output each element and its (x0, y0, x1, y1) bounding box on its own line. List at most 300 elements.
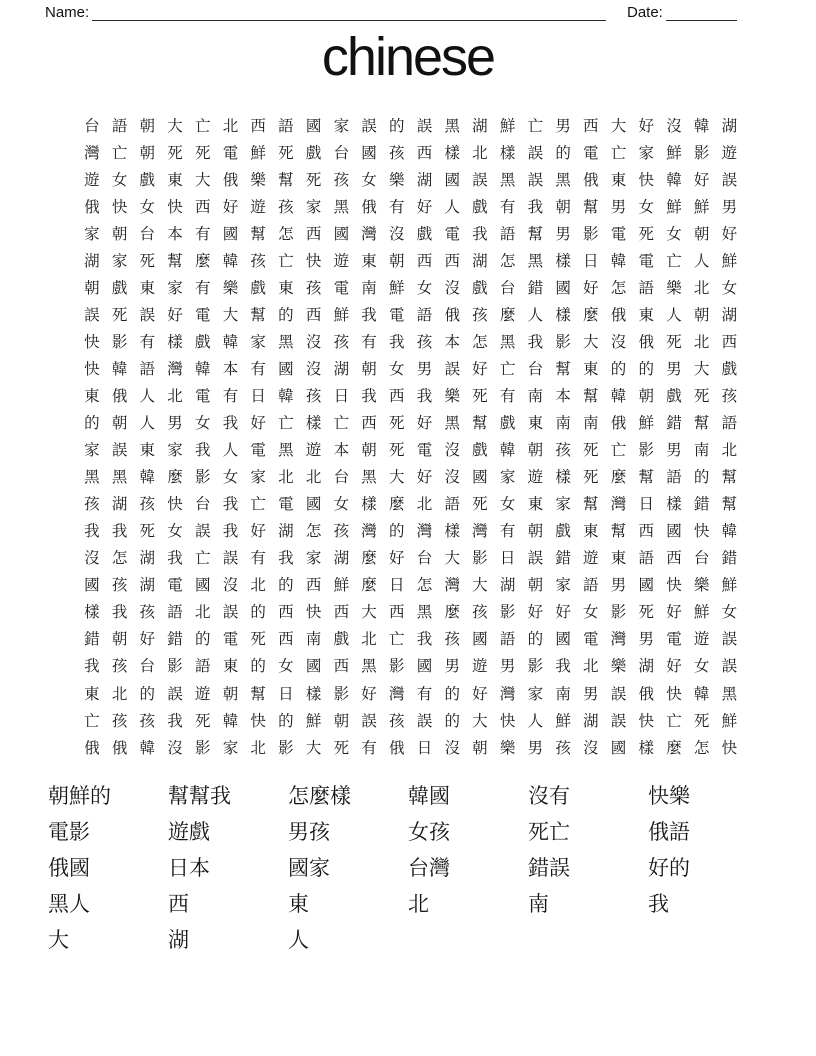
grid-cell: 西 (194, 198, 211, 216)
grid-cell: 沒 (444, 279, 460, 297)
grid-cell: 死 (638, 604, 654, 622)
puzzle-title: chinese (321, 27, 495, 87)
grid-cell: 沒 (389, 225, 405, 243)
grid-cell: 韓 (139, 739, 156, 757)
grid-cell: 朝 (111, 415, 128, 433)
grid-cell: 孩 (333, 333, 350, 351)
grid-cell: 本 (222, 360, 239, 378)
grid-cell: 麼 (361, 550, 377, 568)
grid-cell: 東 (222, 658, 239, 676)
grid-cell: 好 (693, 171, 710, 189)
grid-cell: 俄 (610, 415, 627, 433)
grid-cell: 戲 (472, 279, 488, 297)
grid-cell: 俄 (111, 387, 128, 405)
grid-cell: 快 (666, 685, 682, 703)
grid-cell: 鮮 (499, 117, 516, 135)
grid-cell: 西 (389, 604, 405, 622)
grid-cell: 朝 (638, 387, 654, 405)
grid-cell: 有 (389, 198, 405, 216)
grid-cell: 女 (222, 469, 239, 487)
grid-cell: 孩 (139, 712, 156, 730)
grid-cell: 國 (610, 739, 627, 757)
grid-cell: 樂 (250, 171, 266, 189)
grid-cell: 黑 (721, 685, 738, 703)
grid-cell: 錯 (555, 550, 571, 568)
grid-cell: 朝 (389, 252, 405, 270)
grid-cell: 的 (444, 685, 460, 703)
grid-cell: 語 (416, 306, 433, 324)
grid-cell: 孩 (305, 387, 322, 405)
grid-cell: 死 (250, 631, 266, 649)
grid-cell: 語 (499, 631, 516, 649)
grid-cell: 家 (305, 198, 322, 216)
grid-cell: 家 (638, 144, 654, 162)
grid-cell: 孩 (333, 523, 350, 541)
grid-cell: 人 (666, 306, 682, 324)
grid-cell: 好 (472, 360, 488, 378)
grid-cell: 的 (250, 604, 266, 622)
grid-cell: 亡 (278, 252, 294, 270)
grid-cell: 男 (583, 685, 599, 703)
grid-cell: 幫 (583, 198, 599, 216)
grid-cell: 台 (84, 117, 100, 135)
grid-cell: 女 (278, 658, 294, 676)
grid-cell: 錯 (167, 631, 183, 649)
grid-cell: 鮮 (333, 306, 350, 324)
grid-cell: 孩 (111, 577, 128, 595)
grid-cell: 樂 (666, 279, 682, 297)
grid-cell: 孩 (305, 279, 322, 297)
grid-cell: 日 (638, 496, 654, 514)
word-list-item: 朝鮮的 (48, 785, 111, 808)
grid-cell: 黑 (444, 415, 460, 433)
grid-cell: 家 (250, 333, 266, 351)
grid-cell: 西 (638, 523, 654, 541)
grid-cell: 沒 (84, 550, 100, 568)
word-list-item: 電影 (48, 821, 90, 844)
grid-cell: 誤 (527, 171, 544, 189)
grid-cell: 沒 (222, 577, 239, 595)
grid-cell: 孩 (721, 387, 738, 405)
grid-cell: 好 (416, 198, 433, 216)
grid-cell: 樣 (305, 685, 322, 703)
grid-cell: 死 (333, 739, 350, 757)
grid-cell: 韓 (278, 387, 294, 405)
word-list-column (408, 779, 528, 959)
grid-cell: 影 (111, 333, 128, 351)
word-list-item: 黑人 (48, 893, 90, 916)
grid-cell: 家 (84, 225, 100, 243)
grid-cell: 東 (167, 171, 183, 189)
grid-cell: 國 (638, 577, 654, 595)
grid-cell: 俄 (444, 306, 460, 324)
grid-cell: 女 (583, 604, 599, 622)
grid-cell: 日 (499, 550, 516, 568)
grid-cell: 幫 (527, 225, 544, 243)
grid-cell: 遊 (721, 144, 738, 162)
grid-cell: 北 (111, 685, 128, 703)
date-label: Date: (627, 4, 663, 21)
word-list-item: 北 (408, 893, 429, 916)
grid-cell: 有 (222, 387, 239, 405)
grid-cell: 西 (333, 658, 350, 676)
grid-cell: 大 (194, 171, 211, 189)
date-blank-line (666, 2, 737, 21)
grid-cell: 有 (139, 333, 156, 351)
grid-cell: 大 (167, 117, 183, 135)
grid-cell: 的 (278, 712, 294, 730)
grid-cell: 亡 (666, 252, 682, 270)
grid-cell: 湖 (111, 496, 128, 514)
grid-cell: 我 (361, 306, 377, 324)
grid-cell: 北 (472, 144, 488, 162)
grid-cell: 北 (278, 469, 294, 487)
grid-cell: 西 (333, 604, 350, 622)
grid-cell: 南 (583, 415, 599, 433)
grid-cell: 快 (721, 739, 738, 757)
grid-cell: 樂 (222, 279, 239, 297)
word-list-item: 我 (648, 893, 669, 916)
grid-cell: 湖 (638, 658, 654, 676)
grid-cell: 北 (361, 631, 377, 649)
grid-cell: 韓 (222, 333, 239, 351)
grid-cell: 北 (693, 333, 710, 351)
grid-cell: 國 (666, 523, 682, 541)
grid-cell: 有 (499, 523, 516, 541)
grid-cell: 的 (638, 360, 654, 378)
grid-cell: 灣 (361, 523, 377, 541)
grid-cell: 亡 (278, 415, 294, 433)
grid-cell: 韓 (610, 252, 627, 270)
grid-cell: 電 (222, 144, 239, 162)
grid-cell: 影 (610, 604, 627, 622)
grid-cell: 灣 (361, 225, 377, 243)
grid-cell: 樣 (444, 144, 460, 162)
grid-cell: 樣 (167, 333, 183, 351)
grid-cell: 死 (583, 442, 599, 460)
grid-cell: 怎 (278, 225, 294, 243)
grid-cell: 孩 (389, 144, 405, 162)
grid-cell: 日 (583, 252, 599, 270)
grid-cell: 影 (278, 739, 294, 757)
grid-cell: 錯 (721, 550, 738, 568)
grid-cell: 誤 (84, 306, 100, 324)
grid-cell: 我 (555, 658, 571, 676)
grid-cell: 本 (167, 225, 183, 243)
grid-cell: 朝 (527, 523, 544, 541)
grid-cell: 孩 (250, 252, 266, 270)
grid-cell: 亡 (499, 360, 516, 378)
grid-cell: 俄 (583, 171, 599, 189)
grid-cell: 朝 (527, 442, 544, 460)
grid-cell: 快 (111, 198, 128, 216)
word-list-item: 死亡 (528, 821, 570, 844)
grid-cell: 戲 (499, 415, 516, 433)
grid-cell: 影 (583, 225, 599, 243)
grid-cell: 女 (666, 225, 682, 243)
grid-cell: 死 (693, 387, 710, 405)
grid-cell: 亡 (610, 144, 627, 162)
grid-cell: 國 (361, 144, 377, 162)
grid-cell: 西 (250, 117, 266, 135)
word-list-item: 國家 (288, 857, 330, 880)
grid-cell: 戲 (555, 523, 571, 541)
word-list-item: 幫幫我 (168, 785, 231, 808)
grid-cell: 男 (721, 198, 738, 216)
grid-cell: 幫 (555, 360, 571, 378)
grid-cell: 西 (416, 252, 433, 270)
grid-cell: 俄 (638, 685, 654, 703)
grid-cell: 錯 (693, 496, 710, 514)
grid-cell: 亡 (666, 712, 682, 730)
grid-cell: 好 (361, 685, 377, 703)
grid-cell: 死 (111, 306, 128, 324)
grid-cell: 誤 (167, 685, 183, 703)
grid-cell: 湖 (333, 360, 350, 378)
grid-cell: 俄 (111, 739, 128, 757)
grid-cell: 灣 (444, 577, 460, 595)
grid-cell: 國 (555, 279, 571, 297)
grid-cell: 朝 (693, 306, 710, 324)
grid-cell: 孩 (333, 171, 350, 189)
grid-cell: 死 (305, 171, 322, 189)
grid-cell: 東 (278, 279, 294, 297)
grid-cell: 人 (222, 442, 239, 460)
grid-cell: 誤 (610, 712, 627, 730)
grid-cell: 大 (472, 712, 488, 730)
grid-cell: 男 (444, 658, 460, 676)
grid-cell: 男 (416, 360, 433, 378)
grid-cell: 國 (555, 631, 571, 649)
grid-cell: 南 (555, 415, 571, 433)
grid-cell: 好 (416, 415, 433, 433)
grid-cell: 女 (333, 496, 350, 514)
word-search-grid (78, 111, 743, 760)
word-list-item: 俄國 (48, 857, 90, 880)
grid-cell: 台 (333, 144, 350, 162)
grid-cell: 誤 (194, 523, 211, 541)
grid-cell: 戲 (666, 387, 682, 405)
grid-cell: 快 (305, 604, 322, 622)
grid-cell: 鮮 (721, 577, 738, 595)
grid-cell: 快 (693, 523, 710, 541)
grid-cell: 東 (610, 171, 627, 189)
grid-cell: 湖 (333, 550, 350, 568)
grid-cell: 快 (638, 712, 654, 730)
grid-cell: 西 (278, 604, 294, 622)
grid-cell: 俄 (389, 739, 405, 757)
grid-cell: 影 (389, 658, 405, 676)
grid-cell: 東 (583, 523, 599, 541)
grid-cell: 男 (638, 631, 654, 649)
grid-cell: 誤 (111, 442, 128, 460)
grid-cell: 湖 (139, 550, 156, 568)
grid-cell: 台 (527, 360, 544, 378)
grid-cell: 語 (499, 225, 516, 243)
grid-cell: 我 (84, 523, 100, 541)
grid-cell: 國 (472, 631, 488, 649)
grid-cell: 灣 (610, 496, 627, 514)
grid-cell: 樂 (389, 171, 405, 189)
grid-cell: 電 (278, 496, 294, 514)
grid-cell: 女 (416, 279, 433, 297)
grid-cell: 國 (278, 360, 294, 378)
grid-cell: 怎 (305, 523, 322, 541)
word-list-item: 大 (48, 929, 69, 952)
grid-cell: 電 (638, 252, 654, 270)
word-list-item: 錯誤 (528, 857, 570, 880)
grid-cell: 北 (305, 469, 322, 487)
word-list-column (48, 779, 168, 959)
grid-cell: 北 (693, 279, 710, 297)
grid-cell: 朝 (139, 144, 156, 162)
grid-cell: 日 (333, 387, 350, 405)
grid-cell: 影 (638, 442, 654, 460)
grid-cell: 鮮 (721, 712, 738, 730)
grid-cell: 誤 (361, 117, 377, 135)
word-list (48, 779, 768, 959)
grid-cell: 俄 (84, 198, 100, 216)
grid-cell: 幫 (721, 469, 738, 487)
grid-cell: 俄 (638, 333, 654, 351)
grid-cell: 西 (666, 550, 682, 568)
grid-cell: 怎 (499, 252, 516, 270)
grid-cell: 我 (222, 523, 239, 541)
grid-cell: 沒 (444, 469, 460, 487)
grid-cell: 有 (416, 685, 433, 703)
grid-cell: 誤 (139, 306, 156, 324)
grid-cell: 電 (583, 144, 599, 162)
grid-cell: 湖 (416, 171, 433, 189)
grid-cell: 台 (139, 658, 156, 676)
grid-cell: 女 (167, 523, 183, 541)
grid-cell: 死 (666, 333, 682, 351)
grid-cell: 死 (389, 415, 405, 433)
grid-cell: 人 (527, 712, 544, 730)
grid-cell: 台 (194, 496, 211, 514)
word-list-item: 好的 (648, 857, 690, 880)
grid-cell: 家 (555, 496, 571, 514)
grid-cell: 孩 (416, 333, 433, 351)
grid-cell: 語 (194, 658, 211, 676)
grid-cell: 影 (194, 469, 211, 487)
grid-cell: 女 (721, 604, 738, 622)
grid-cell: 樣 (499, 144, 516, 162)
grid-cell: 好 (416, 469, 433, 487)
grid-cell: 我 (361, 387, 377, 405)
grid-cell: 東 (527, 496, 544, 514)
grid-cell: 怎 (693, 739, 710, 757)
grid-cell: 快 (250, 712, 266, 730)
grid-cell: 大 (583, 333, 599, 351)
grid-cell: 死 (278, 144, 294, 162)
grid-cell: 好 (638, 117, 654, 135)
grid-cell: 麼 (444, 604, 460, 622)
grid-cell: 的 (139, 685, 156, 703)
grid-cell: 韓 (222, 712, 239, 730)
grid-cell: 朝 (361, 360, 377, 378)
grid-cell: 的 (527, 631, 544, 649)
grid-cell: 鮮 (389, 279, 405, 297)
grid-cell: 亡 (194, 117, 211, 135)
grid-cell: 語 (278, 117, 294, 135)
grid-cell: 遊 (194, 685, 211, 703)
grid-cell: 我 (527, 198, 544, 216)
grid-cell: 國 (333, 225, 350, 243)
grid-cell: 孩 (111, 658, 128, 676)
grid-cell: 樣 (305, 415, 322, 433)
grid-cell: 語 (638, 550, 654, 568)
grid-cell: 東 (361, 252, 377, 270)
grid-cell: 大 (610, 117, 627, 135)
grid-cell: 亡 (250, 496, 266, 514)
grid-cell: 黑 (555, 171, 571, 189)
grid-cell: 電 (583, 631, 599, 649)
grid-cell: 孩 (472, 604, 488, 622)
word-list-column (648, 779, 768, 959)
grid-cell: 西 (721, 333, 738, 351)
grid-cell: 幫 (250, 225, 266, 243)
grid-cell: 有 (250, 360, 266, 378)
grid-cell: 亡 (610, 442, 627, 460)
grid-cell: 孩 (444, 631, 460, 649)
grid-cell: 孩 (139, 604, 156, 622)
grid-cell: 北 (222, 117, 239, 135)
word-list-column (168, 779, 288, 959)
grid-cell: 日 (250, 387, 266, 405)
grid-cell: 鮮 (721, 252, 738, 270)
grid-cell: 西 (583, 117, 599, 135)
grid-cell: 鮮 (555, 712, 571, 730)
grid-cell: 幫 (167, 252, 183, 270)
grid-cell: 好 (721, 225, 738, 243)
name-label: Name: (45, 4, 90, 21)
grid-cell: 家 (167, 279, 183, 297)
word-list-column (288, 779, 408, 959)
grid-cell: 有 (361, 333, 377, 351)
grid-cell: 朝 (222, 685, 239, 703)
grid-cell: 影 (472, 550, 488, 568)
grid-cell: 遊 (472, 658, 488, 676)
grid-cell: 有 (194, 279, 211, 297)
grid-cell: 好 (250, 415, 266, 433)
grid-cell: 西 (444, 252, 460, 270)
grid-cell: 麼 (361, 577, 377, 595)
grid-cell: 國 (444, 171, 460, 189)
grid-cell: 好 (389, 550, 405, 568)
grid-cell: 國 (416, 658, 433, 676)
grid-cell: 男 (610, 577, 627, 595)
grid-cell: 麼 (583, 306, 599, 324)
grid-cell: 南 (527, 387, 544, 405)
grid-cell: 幫 (638, 469, 654, 487)
grid-cell: 人 (139, 387, 156, 405)
grid-cell: 死 (139, 252, 156, 270)
grid-cell: 語 (139, 360, 156, 378)
grid-cell: 樣 (666, 496, 682, 514)
grid-cell: 好 (583, 279, 599, 297)
grid-cell: 俄 (361, 198, 377, 216)
grid-cell: 死 (389, 442, 405, 460)
grid-cell: 女 (638, 198, 654, 216)
grid-cell: 灣 (610, 631, 627, 649)
grid-cell: 語 (583, 577, 599, 595)
grid-cell: 誤 (721, 658, 738, 676)
word-list-item: 男孩 (288, 821, 330, 844)
grid-cell: 女 (389, 360, 405, 378)
grid-cell: 誤 (721, 171, 738, 189)
grid-cell: 韓 (194, 360, 211, 378)
